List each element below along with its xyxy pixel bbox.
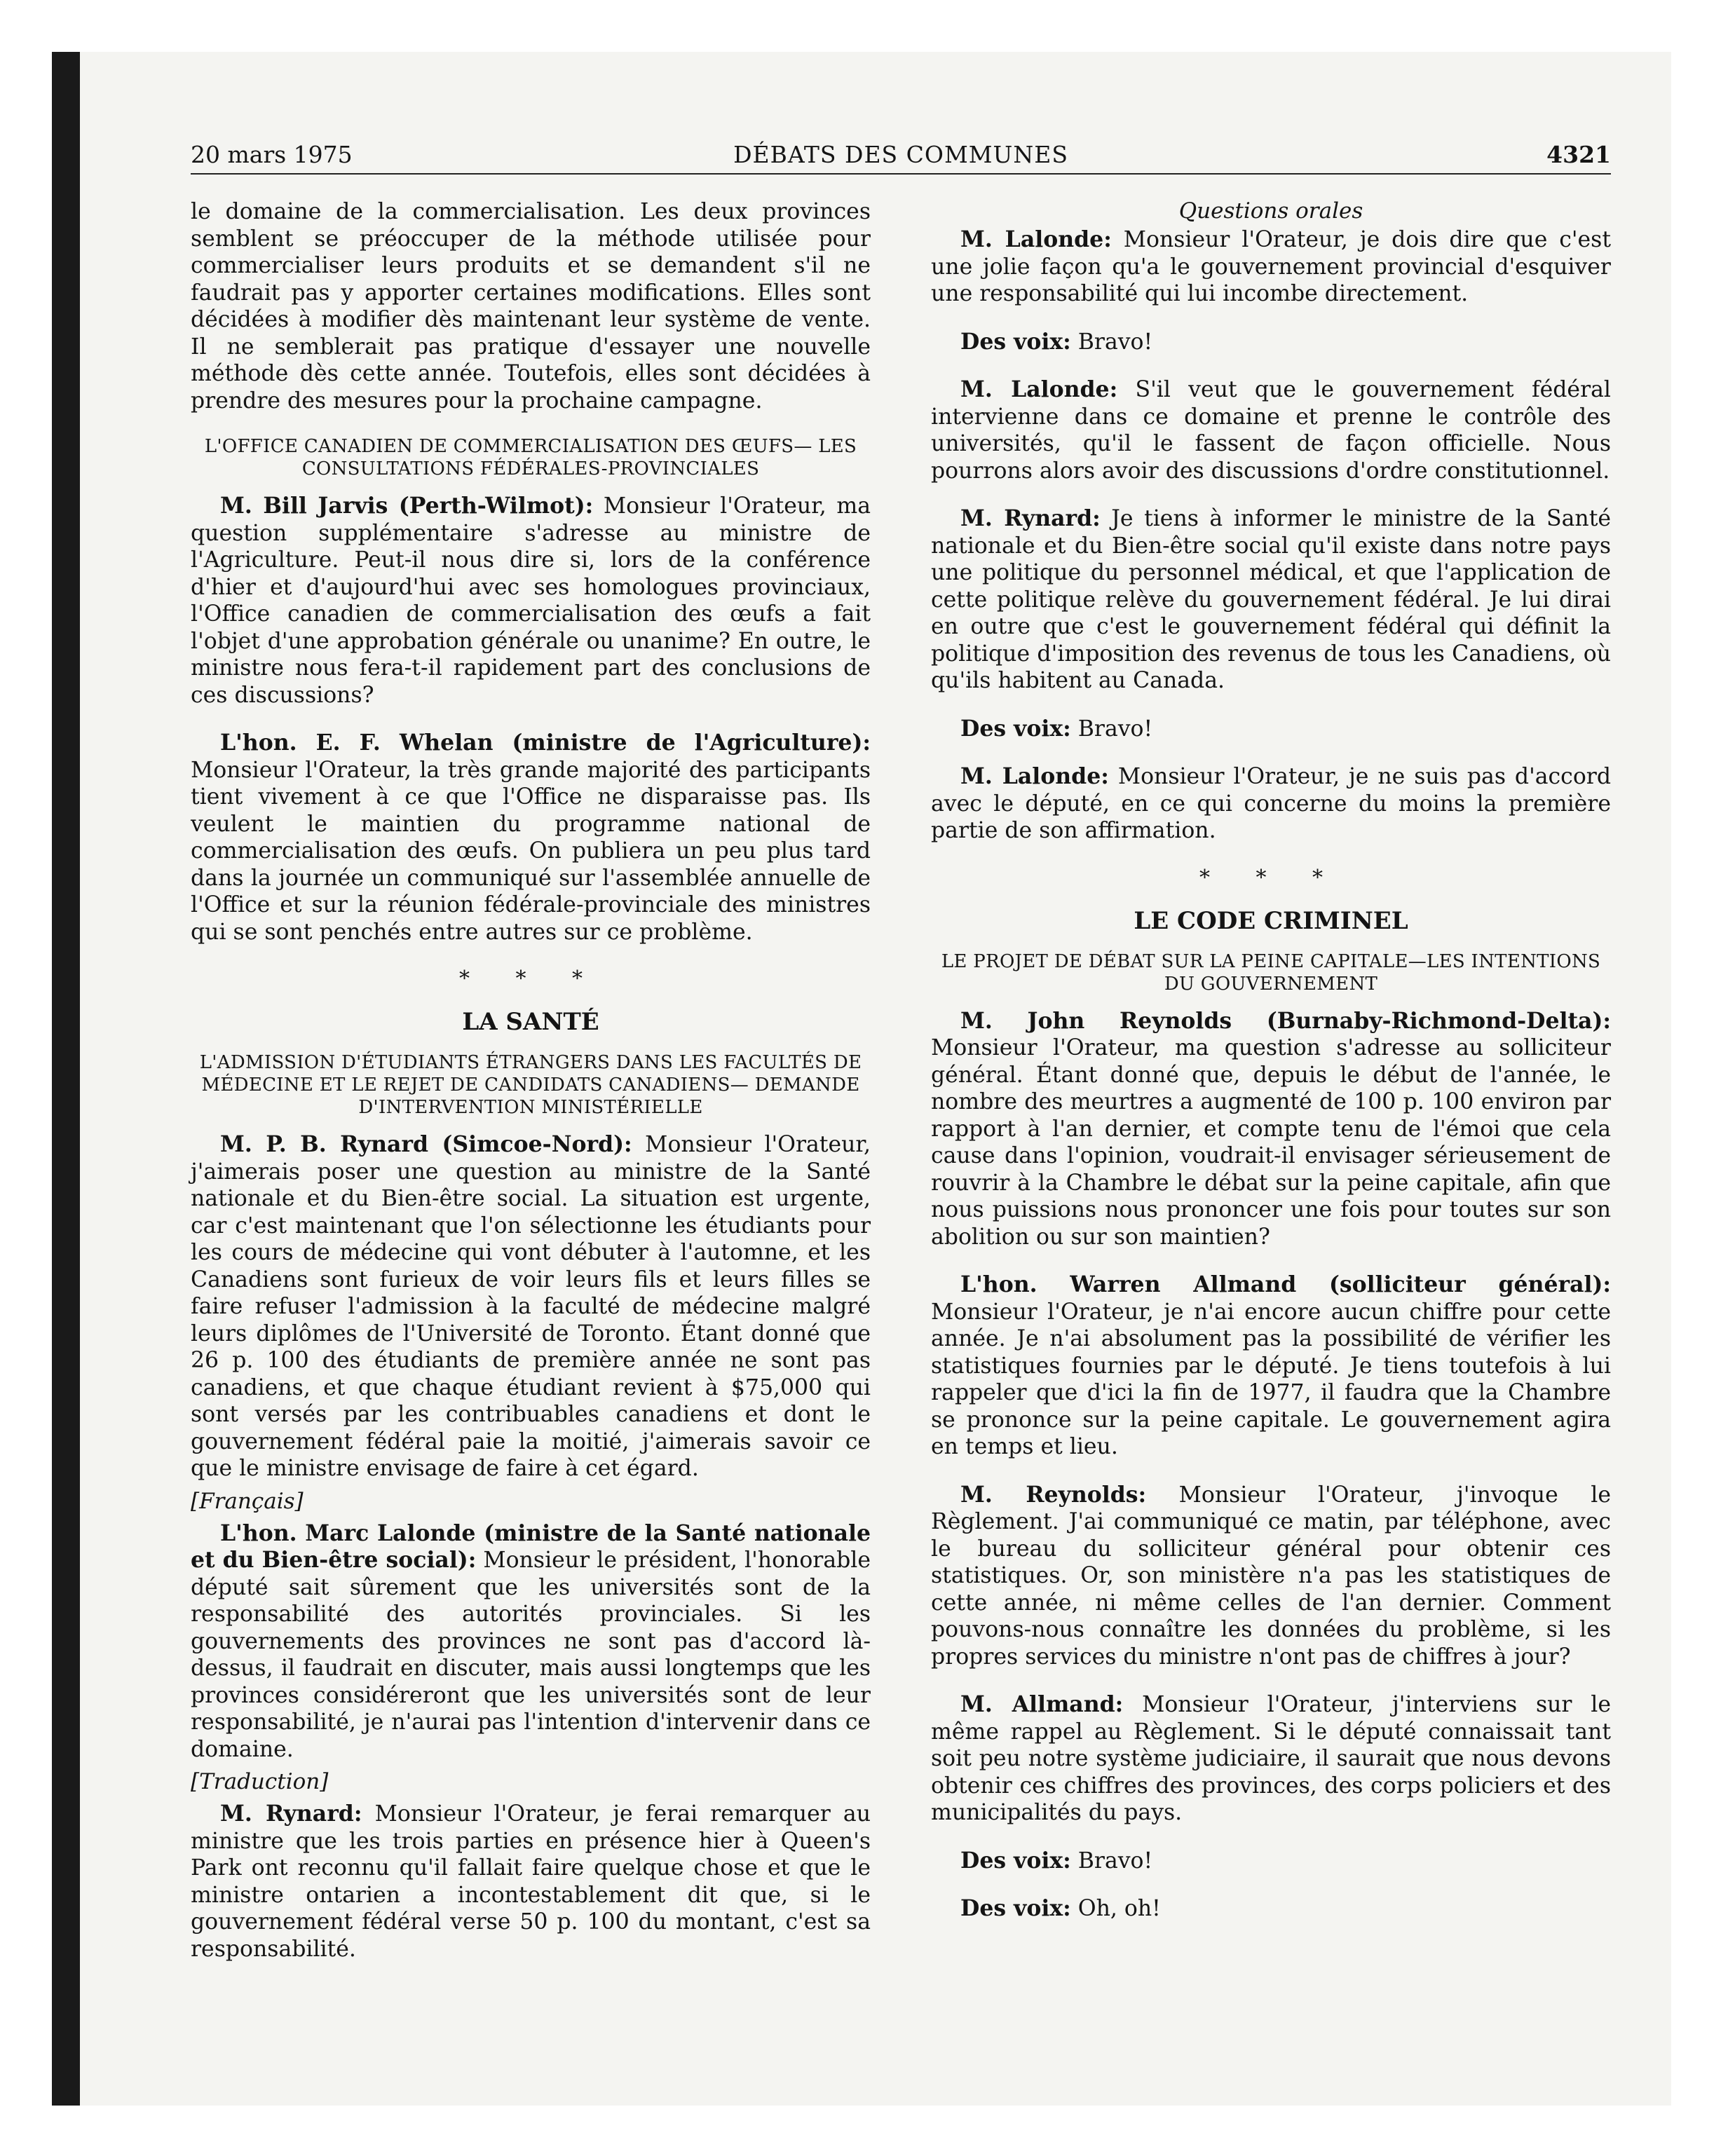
speech-whelan — [191, 730, 871, 946]
section-separator: * * * — [1199, 865, 1343, 890]
speech-text: Monsieur l'Orateur, ma question supplémentaire s'adresse au ministre de l'Agriculture. Peut-il nous dire si, lors de la conférence d'hier et d'aujourd'hui avec ses homologues provinciaux, l'Office canadien de commercialisation des œufs a fait l'objet d'une approbation générale ou unanime? En outre, le ministre nous fera-t-il rapidement part des conclusions de ces discussions? — [191, 493, 871, 708]
speech-text: Bravo! — [1070, 1848, 1153, 1874]
speaker-name: L'hon. Marc Lalonde (ministre de la Santé nationale et du Bien-être social): — [191, 1520, 871, 1573]
speech-reynolds-2 — [931, 1482, 1611, 1671]
header-date: 20 mars 1975 — [191, 141, 353, 168]
speech-lalonde-3 — [931, 376, 1611, 484]
scan-black-edge — [52, 52, 80, 2106]
speaker-name: M. John Reynolds (Burnaby-Richmond-Delta): — [960, 1007, 1611, 1034]
language-marker-traduction: [Traduction] — [191, 1769, 329, 1794]
speech-text: Monsieur l'Orateur, la très grande majorité des participants tient vivement à ce que l'Office ne disparaisse pas. Ils veulent le maintien du programme national de commercialisation des œufs. On publiera un peu plus tard dans la journée un communiqué sur l'assemblée annuelle de l'Office et sur la réunion fédérale-provinciale des ministres qui se sont penchés entre autres sur ce problème. — [191, 757, 871, 945]
speech-text: Bravo! — [1070, 329, 1153, 355]
page-header — [191, 137, 1611, 179]
speech-lalonde-4 — [931, 763, 1611, 845]
speech-text: Monsieur l'Orateur, ma question s'adresse au solliciteur général. Étant donné que, depuis le début de l'année, le nombre des meurtres a augmenté de 100 p. 100 environ par rapport à l'an dernier, et compte tenu de l'émoi que cela cause dans l'opinion, voudrait-il envisager sérieusement de rouvrir à la Chambre le débat sur la peine capitale, afin que nous puissions nous prononcer une fois pour toutes sur son abolition ou sur son maintien? — [931, 1035, 1611, 1250]
header-page-number: 4321 — [1546, 141, 1611, 168]
section-separator: * * * — [458, 967, 603, 991]
interjection-bravo-3 — [931, 1848, 1611, 1875]
interjection-bravo-1 — [931, 329, 1611, 356]
speech-allmand-1 — [931, 1271, 1611, 1461]
speaker-name: Des voix: — [960, 1847, 1071, 1874]
speech-text: Monsieur l'Orateur, je n'ai encore aucun chiffre pour cette année. Je n'ai absolument pas la possibilité de vérifier les statistiques fournies par le député. Je tiens toutefois à lui rappeler que d'ici la fin de 1977, il faudra que la Chambre se prononce sur la peine capitale. Le gouvernement agira en temps et lieu. — [931, 1299, 1611, 1459]
speaker-name: M. Lalonde: — [960, 226, 1112, 252]
speaker-name: M. Allmand: — [960, 1691, 1124, 1717]
speaker-name: M. Lalonde: — [960, 763, 1109, 789]
scan-bottom-margin — [0, 2106, 1735, 2156]
speech-reynolds-1 — [931, 1008, 1611, 1251]
left-column — [191, 198, 871, 1984]
right-column — [931, 198, 1611, 1944]
speaker-name: M. Lalonde: — [960, 376, 1118, 402]
speaker-name: L'hon. E. F. Whelan (ministre de l'Agriculture): — [220, 730, 871, 756]
section-title-code-criminel: LE CODE CRIMINEL — [1134, 906, 1408, 935]
header-rule — [191, 173, 1611, 175]
speech-text: Monsieur l'Orateur, j'interviens sur le même rappel au Règlement. Si le député connaissait tant soit peu notre système judiciaire, il saurait que nous devons obtenir ces chiffres des provinces, des corps policiers et des municipalités du pays. — [931, 1692, 1611, 1825]
speech-text: Monsieur l'Orateur, j'aimerais poser une question au ministre de la Santé nationale et du Bien-être social. La situation est urgente, car c'est maintenant que l'on sélectionne les étudiants pour les cours de médecine qui vont débuter à l'automne, et les Canadiens sont furieux de voir leurs fils et leurs filles se faire refuser l'admission à la faculté de médecine malgré leurs diplômes de l'Université de Toronto. Étant donné que 26 p. 100 des étudiants de première année ne sont pas canadiens, et que chaque étudiant revient à $75,000 qui sont versés par les contribuables canadiens et dont le gouvernement fédéral paie la moitié, j'aimerais savoir ce que le ministre envisage de faire à cet égard. — [191, 1132, 871, 1481]
speaker-name: Des voix: — [960, 715, 1071, 742]
speech-jarvis — [191, 493, 871, 709]
speech-text: Monsieur le président, l'honorable député sait sûrement que les universités sont de la responsabilité des autorités provinciales. Si les gouvernements des provinces ne sont pas d'accord là-dessus, il faudrait en discuter, mais aussi longtemps que les provinces considéreront que les universités sont de leur responsabilité, je n'aurai pas l'intention d'intervenir dans ce domaine. — [191, 1548, 871, 1762]
speech-rynard-3 — [931, 505, 1611, 695]
speaker-name: M. Rynard: — [220, 1801, 362, 1827]
speech-rynard-2 — [191, 1801, 871, 1963]
document-page — [191, 137, 1611, 1994]
speech-text: S'il veut que le gouvernement fédéral intervienne dans ce domaine et prenne le contrôle des universités, qu'il le fassent de façon officielle. Nous pourrons alors avoir des discussions d'ordre constitutionnel. — [931, 377, 1611, 484]
speaker-name: Des voix: — [960, 328, 1071, 355]
speech-lalonde-1 — [191, 1520, 871, 1763]
interjection-oh-oh — [931, 1895, 1611, 1923]
section-heading-peine-capitale: LE PROJET DE DÉBAT SUR LA PEINE CAPITALE—LES INTENTIONS DU GOUVERNEMENT — [941, 950, 1601, 995]
speaker-name: L'hon. Warren Allmand (solliciteur général): — [960, 1271, 1611, 1297]
speaker-name: M. Reynolds: — [960, 1481, 1147, 1508]
speech-text: Monsieur l'Orateur, j'invoque le Règlement. J'ai communiqué ce matin, par téléphone, avec le bureau du solliciteur général pour obtenir ces statistiques. Or, son ministère n'a pas les statistiques de cette année, ni même celles de l'an dernier. Comment pouvons-nous connaître les données du problème, si les propres services du ministre n'ont pas de chiffres à jour? — [931, 1482, 1611, 1670]
speaker-name: M. P. B. Rynard (Simcoe-Nord): — [220, 1131, 632, 1157]
speech-text: Oh, oh! — [1070, 1896, 1161, 1921]
header-title: DÉBATS DES COMMUNES — [733, 141, 1068, 168]
language-marker-francais: [Français] — [191, 1488, 304, 1514]
speech-allmand-2 — [931, 1691, 1611, 1827]
speaker-name: M. Rynard: — [960, 505, 1101, 531]
speech-text: Monsieur l'Orateur, je ne suis pas d'accord avec le député, en ce qui concerne du moins la première partie de son affirmation. — [931, 764, 1611, 843]
speech-text: Monsieur l'Orateur, je ferai remarquer au ministre que les trois parties en présence hier à Queen's Park ont reconnu qu'il fallait faire quelque chose et que le ministre ontarien a incontestablement dit que, si le gouvernement fédéral verse 50 p. 100 du montant, c'est sa responsabilité. — [191, 1801, 871, 1962]
running-head: Questions orales — [1178, 198, 1363, 224]
section-title-sante: LA SANTÉ — [462, 1008, 599, 1036]
interjection-bravo-2 — [931, 716, 1611, 743]
speech-text: Monsieur l'Orateur, je dois dire que c'est une jolie façon qu'a le gouvernement provincial d'esquiver une responsabilité qui lui incombe directement. — [931, 227, 1611, 306]
speech-text: Je tiens à informer le ministre de la Santé nationale et du Bien-être social qu'il existe dans notre pays une politique du personnel médical, et que l'application de cette politique relève du gouvernement fédéral. Je lui dirai en outre que c'est le gouvernement fédéral qui définit la politique d'imposition des revenus de tous les Canadiens, où qu'ils habitent au Canada. — [931, 506, 1611, 693]
speech-rynard-1 — [191, 1131, 871, 1482]
speech-lalonde-2 — [931, 226, 1611, 308]
section-heading-eggs: L'OFFICE CANADIEN DE COMMERCIALISATION DES ŒUFS— LES CONSULTATIONS FÉDÉRALES-PROVINCIALES — [204, 436, 857, 479]
intro-paragraph: le domaine de la commercialisation. Les deux provinces semblent se préoccuper de la méthode utilisée pour commercialiser leurs produits et se demandent s'il ne faudrait pas y apporter certaines modifications. Elles sont décidées à modifier dès maintenant leur système de vente. Il ne semblerait pas pratique d'essayer une nouvelle méthode dès cette année. Toutefois, elles sont décidées à prendre des mesures pour la prochaine campagne. — [191, 199, 871, 414]
speaker-name: M. Bill Jarvis (Perth-Wilmot): — [220, 493, 594, 519]
speaker-name: Des voix: — [960, 1895, 1071, 1921]
section-heading-admission: L'ADMISSION D'ÉTUDIANTS ÉTRANGERS DANS LES FACULTÉS DE MÉDECINE ET LE REJET DE CANDIDATS CANADIENS— DEMANDE D'INTERVENTION MINISTÉRIELLE — [199, 1052, 862, 1118]
speech-text: Bravo! — [1070, 716, 1153, 742]
